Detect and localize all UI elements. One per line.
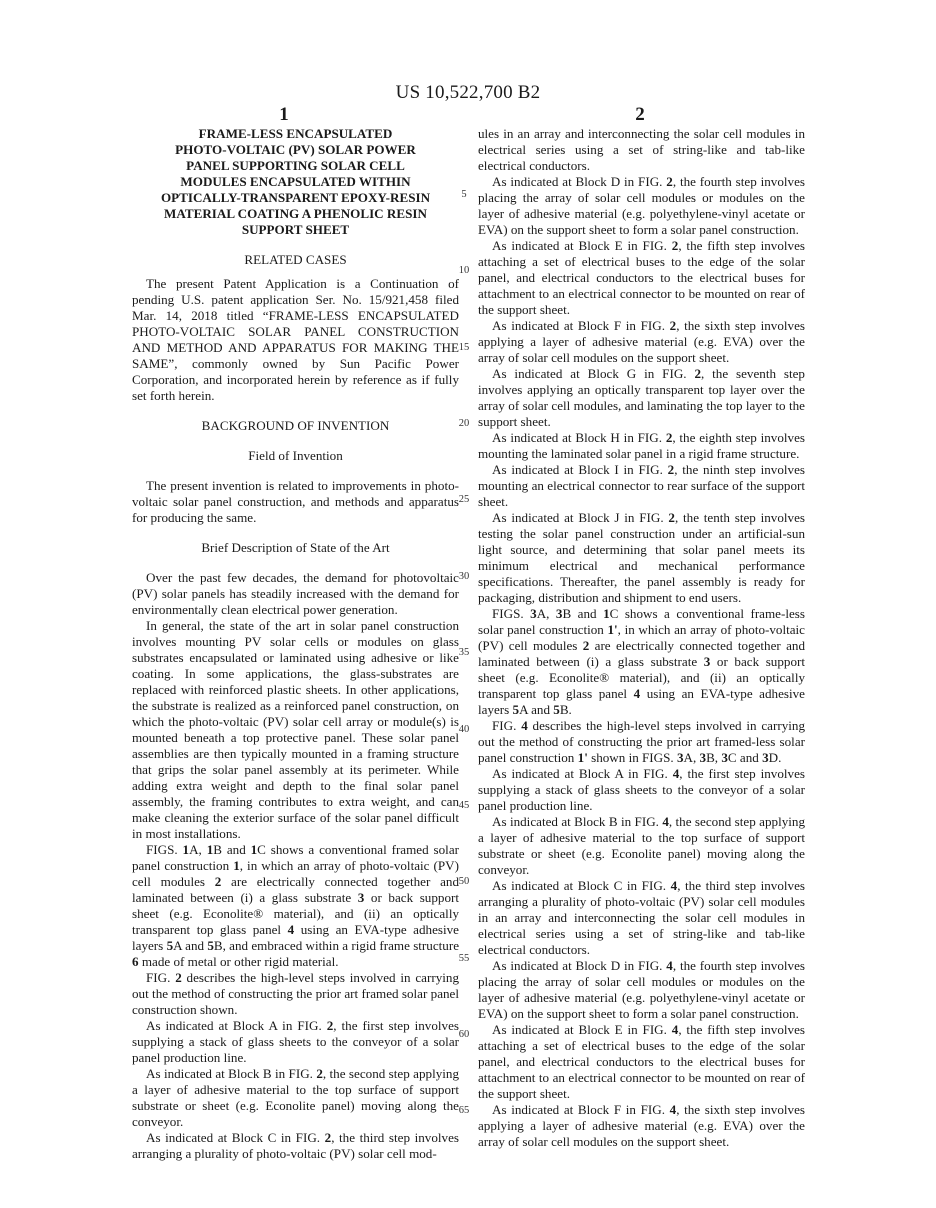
ref-numeral: 4 xyxy=(287,922,295,937)
ref-numeral: 3 xyxy=(721,750,728,765)
text: A, xyxy=(189,842,207,857)
fig2-step-j xyxy=(478,510,805,606)
title-line: MODULES ENCAPSULATED WITHIN xyxy=(180,174,411,189)
text: , the seventh step involves applying an optically transparent top layer over the array of solar cell modules, and laminating the top layer to the support sheet. xyxy=(478,366,805,429)
ref-numeral: 3 xyxy=(699,750,707,765)
paragraph-figs-1 xyxy=(132,842,459,970)
text: As indicated at Block F in FIG. xyxy=(492,318,670,333)
title-line: PANEL SUPPORTING SOLAR CELL xyxy=(186,158,405,173)
text: are electrically connected together and laminated between (i) a glass substrate xyxy=(478,638,805,669)
fig2-step-i xyxy=(478,462,805,510)
brief-description-heading: Brief Description of State of the Art xyxy=(201,540,390,555)
text: As indicated at Block D in FIG. xyxy=(492,958,667,973)
text: As indicated at Block D in FIG. xyxy=(492,174,667,189)
line-number: 50 xyxy=(458,876,470,887)
text: As indicated at Block F in FIG. xyxy=(492,1102,670,1117)
ref-numeral: 3 xyxy=(762,750,769,765)
ref-numeral: 5 xyxy=(512,702,520,717)
text: As indicated at Block I in FIG. xyxy=(492,462,668,477)
text: describes the high-level steps involved in carrying out the method of constructing the prior art framed-less solar panel construction xyxy=(478,718,805,765)
ref-numeral: 3 xyxy=(555,606,563,621)
line-number: 15 xyxy=(458,342,470,353)
ref-numeral: 2 xyxy=(214,874,222,889)
line-number: 60 xyxy=(458,1029,470,1040)
text: As indicated at Block G in FIG. xyxy=(492,366,695,381)
text: As indicated at Block B in FIG. xyxy=(146,1066,317,1081)
ref-numeral: 2 xyxy=(326,1018,334,1033)
left-column xyxy=(132,126,459,1162)
paragraph-block-c xyxy=(132,1130,459,1162)
continuation-paragraph: ules in an array and interconnecting the solar cell modules in electrical series using a set of string-like and tab-like electrical conductors. xyxy=(478,126,805,173)
ref-numeral: 4 xyxy=(669,1102,677,1117)
title-line: FRAME-LESS ENCAPSULATED xyxy=(198,126,393,141)
text: , the second step applying a layer of adhesive material to the top surface of support substrate or sheet (e.g. Econolite panel) moving along the conveyor. xyxy=(478,814,805,877)
paragraph-fig-4 xyxy=(478,718,805,766)
line-number: 55 xyxy=(458,953,470,964)
right-column xyxy=(478,126,805,1150)
text: , the fifth step involves attaching a set of electrical buses to the edge of the solar panel, and electrical conductors to the electrical buses for attachment to an electrical connector to be mounted on rear of the support sheet. xyxy=(478,1022,805,1101)
title-line: SUPPORT SHEET xyxy=(241,222,350,237)
ref-numeral: 1' xyxy=(607,622,618,637)
text: FIGS. xyxy=(492,606,531,621)
text: As indicated at Block H in FIG. xyxy=(492,430,666,445)
paragraph-figs-3 xyxy=(478,606,805,718)
fig4-step-b xyxy=(478,814,805,878)
text: using an EVA-type adhesive layers xyxy=(478,686,805,717)
ref-numeral: 1' xyxy=(577,750,588,765)
ref-numeral: 4 xyxy=(670,878,678,893)
ref-numeral: 2 xyxy=(667,462,675,477)
text: using an EVA-type adhesive layers xyxy=(132,922,459,953)
ref-numeral: 2 xyxy=(324,1130,332,1145)
title-line: PHOTO-VOLTAIC (PV) SOLAR POWER xyxy=(175,142,416,157)
ref-numeral: 4 xyxy=(633,686,641,701)
ref-numeral: 4 xyxy=(662,814,669,829)
text: or back support sheet (e.g. Econolite® material), and (ii) an optically transparent top glass panel xyxy=(132,890,459,937)
column-number-right: 2 xyxy=(635,104,645,125)
text: As indicated at Block C in FIG. xyxy=(492,878,671,893)
ref-numeral: 5 xyxy=(166,938,174,953)
ref-numeral: 3 xyxy=(703,654,711,669)
ref-numeral: 5 xyxy=(553,702,560,717)
patent-number: US 10,522,700 B2 xyxy=(395,82,541,103)
text: FIG. xyxy=(146,970,176,985)
text: , the second step applying a layer of adhesive material to the top surface of support substrate or sheet (e.g. Econolite panel) moving along the conveyor. xyxy=(132,1066,459,1129)
text: , in which an array of photo-voltaic (PV) cell modules xyxy=(478,622,805,653)
text: B and xyxy=(213,842,251,857)
field-heading: Field of Invention xyxy=(248,448,343,463)
text: FIG. xyxy=(492,718,522,733)
text: , the fourth step involves placing the array of solar cell modules or modules on the layer of adhesive material (e.g. polyethylene-vinyl acetate or EVA) on the support sheet to form a solar panel construction. xyxy=(478,958,805,1021)
text: are electrically connected together and laminated between (i) a glass substrate xyxy=(132,874,459,905)
column-number-left: 1 xyxy=(279,104,289,125)
text: B and xyxy=(562,606,604,621)
ref-numeral: 1 xyxy=(206,842,214,857)
ref-numeral: 4 xyxy=(671,1022,679,1037)
line-number: 20 xyxy=(458,418,470,429)
fig4-step-d xyxy=(478,958,805,1022)
text: C and xyxy=(727,750,763,765)
ref-numeral: 2 xyxy=(668,510,675,525)
text: As indicated at Block E in FIG. xyxy=(492,1022,672,1037)
ref-numeral: 4 xyxy=(666,958,673,973)
paragraph-state-of-art: In general, the state of the art in solar panel construction involves mounting PV solar cells or modules on glass substrates encapsulated or laminated using adhesive or like coating. In some applications, the glass-substrates are replaced with reinforced plastic sheets. In other applications, the substrate is realized as a reinforced panel construction, on which the photo-voltaic (PV) solar cell array or module(s) is mounted beneath a top protective panel. These solar panel assemblies are then typically mounted in a framing structure that grips the solar panel assembly at its perimeter. While adding extra weight and depth to the final solar panel assembly, the framing contributes to extra weight, and can make cleaning the exterior surface of the solar panel difficult in most installations. xyxy=(132,618,459,841)
text: As indicated at Block C in FIG. xyxy=(146,1130,325,1145)
text: As indicated at Block E in FIG. xyxy=(492,238,672,253)
ref-numeral: 2 xyxy=(316,1066,323,1081)
ref-numeral: 3 xyxy=(676,750,684,765)
ref-numeral: 2 xyxy=(666,174,673,189)
text: , the sixth step involves applying a layer of adhesive material (e.g. EVA) over the array of solar cell modules on the support sheet. xyxy=(478,1102,805,1149)
ref-numeral: 3 xyxy=(530,606,537,621)
fig2-step-g xyxy=(478,366,805,430)
text: B. xyxy=(559,702,572,717)
text: , the eighth step involves mounting the laminated solar panel in a rigid frame structure. xyxy=(478,430,805,461)
ref-numeral: 5 xyxy=(207,938,214,953)
ref-numeral: 1 xyxy=(603,606,610,621)
paragraph-block-a xyxy=(132,1018,459,1066)
text: As indicated at Block J in FIG. xyxy=(492,510,669,525)
fig2-step-f xyxy=(478,318,805,366)
text: C shows a conventional frame-less solar panel construction xyxy=(478,606,805,637)
ref-numeral: 2 xyxy=(665,430,673,445)
related-cases-heading: RELATED CASES xyxy=(244,252,347,267)
fig2-step-h xyxy=(478,430,805,462)
ref-numeral: 4 xyxy=(672,766,680,781)
fig4-step-a xyxy=(478,766,805,814)
fig4-step-f xyxy=(478,1102,805,1150)
text: describes the high-level steps involved in carrying out the method of constructing the prior art framed solar panel construction shown. xyxy=(132,970,459,1017)
text: D. xyxy=(768,750,782,765)
text: , the third step involves arranging a plurality of photo-voltaic (PV) solar cell modules in an array and interconnecting the solar cell modules in electrical series using a set of string-like and tab-like electrical conductors. xyxy=(478,878,805,957)
line-number: 30 xyxy=(458,571,470,582)
line-number: 35 xyxy=(458,647,470,658)
ref-numeral: 6 xyxy=(132,954,139,969)
title-line: OPTICALLY-TRANSPARENT EPOXY-RESIN xyxy=(160,190,431,205)
paragraph-demand: Over the past few decades, the demand for photovoltaic (PV) solar panels has steadily increased with the demand for environmentally clean electrical power generation. xyxy=(132,570,459,617)
text: , the first step involves supplying a stack of glass sheets to the conveyor of a solar panel production line. xyxy=(132,1018,459,1065)
text: shown in FIGS. xyxy=(587,750,677,765)
related-cases-paragraph: The present Patent Application is a Continuation of pending U.S. patent application Ser. No. 15/921,458 filed Mar. 14, 2018 titled “FRAME-LESS ENCAPSULATED PHOTO-VOLTAIC SOLAR PANEL CONSTRUCTION AND METHOD AND APPARATUS FOR MAKING THE SAME”, commonly owned by Sun Pacific Power Corporation, and incorporated herein by reference as if fully set forth herein. xyxy=(132,276,459,403)
text: FIGS. xyxy=(146,842,183,857)
text: B, xyxy=(706,750,722,765)
text: As indicated at Block A in FIG. xyxy=(492,766,673,781)
line-number: 40 xyxy=(458,724,470,735)
fig2-step-d xyxy=(478,174,805,238)
ref-numeral: 1 xyxy=(182,842,190,857)
text: , in which an array of photo-voltaic (PV) cell modules xyxy=(132,858,459,889)
text: , the third step involves arranging a plurality of photo-voltaic (PV) solar cell mod- xyxy=(132,1130,459,1161)
field-paragraph: The present invention is related to improvements in photo-voltaic solar panel construction, and methods and apparatus for producing the same. xyxy=(132,478,459,525)
text: made of metal or other rigid material. xyxy=(138,954,339,969)
ref-numeral: 1 xyxy=(250,842,258,857)
text: B, and embraced within a rigid frame structure xyxy=(213,938,460,953)
line-number: 5 xyxy=(461,189,467,200)
text: As indicated at Block A in FIG. xyxy=(146,1018,327,1033)
line-number: 45 xyxy=(458,800,470,811)
paragraph-block-b xyxy=(132,1066,459,1130)
text: , the fourth step involves placing the array of solar cell modules or modules on the layer of adhesive material (e.g. polyethylene-vinyl acetate or EVA) on the support sheet to form a solar panel construction. xyxy=(478,174,805,237)
text: A and xyxy=(173,938,208,953)
text: , the ninth step involves mounting an electrical connector to rear surface of the support sheet. xyxy=(478,462,805,509)
fig2-step-e xyxy=(478,238,805,318)
line-number: 65 xyxy=(458,1105,470,1116)
text: A and xyxy=(519,702,554,717)
text: , the fifth step involves attaching a set of electrical buses to the edge of the solar panel, and electrical conductors to the electrical buses for attachment to an electrical connector to be mounted on rear of the support sheet. xyxy=(478,238,805,317)
ref-numeral: 2 xyxy=(694,366,701,381)
paragraph-fig-2 xyxy=(132,970,459,1018)
text: C shows a conventional framed solar panel construction xyxy=(132,842,459,873)
title-line: MATERIAL COATING A PHENOLIC RESIN xyxy=(164,206,427,221)
fig4-step-e xyxy=(478,1022,805,1102)
ref-numeral: 2 xyxy=(175,970,182,985)
text: A, xyxy=(536,606,556,621)
ref-numeral: 2 xyxy=(582,638,590,653)
ref-numeral: 4 xyxy=(521,718,528,733)
text: , the first step involves supplying a stack of glass sheets to the conveyor of a solar panel production line. xyxy=(478,766,805,813)
text: , the tenth step involves testing the solar panel construction under an artificial-sun light source, and determining that solar panel meets its minimum electrical and mechanical performance specifications. Thereafter, the panel assembly is ready for packaging, distribution and shipment to end users. xyxy=(478,510,805,605)
ref-numeral: 2 xyxy=(671,238,679,253)
ref-numeral: 2 xyxy=(669,318,677,333)
line-number: 10 xyxy=(458,265,470,276)
background-heading: BACKGROUND OF INVENTION xyxy=(201,418,390,433)
text: A, xyxy=(683,750,700,765)
patent-title xyxy=(132,126,459,238)
text: As indicated at Block B in FIG. xyxy=(492,814,663,829)
text: , the sixth step involves applying a layer of adhesive material (e.g. EVA) over the array of solar cell modules on the support sheet. xyxy=(478,318,805,365)
ref-numeral: 3 xyxy=(357,890,365,905)
line-number: 25 xyxy=(458,494,470,505)
fig4-step-c xyxy=(478,878,805,958)
ref-numeral: 1 xyxy=(233,858,240,873)
text: or back support sheet (e.g. Econolite® material), and (ii) an optically transparent top glass panel xyxy=(478,654,805,701)
